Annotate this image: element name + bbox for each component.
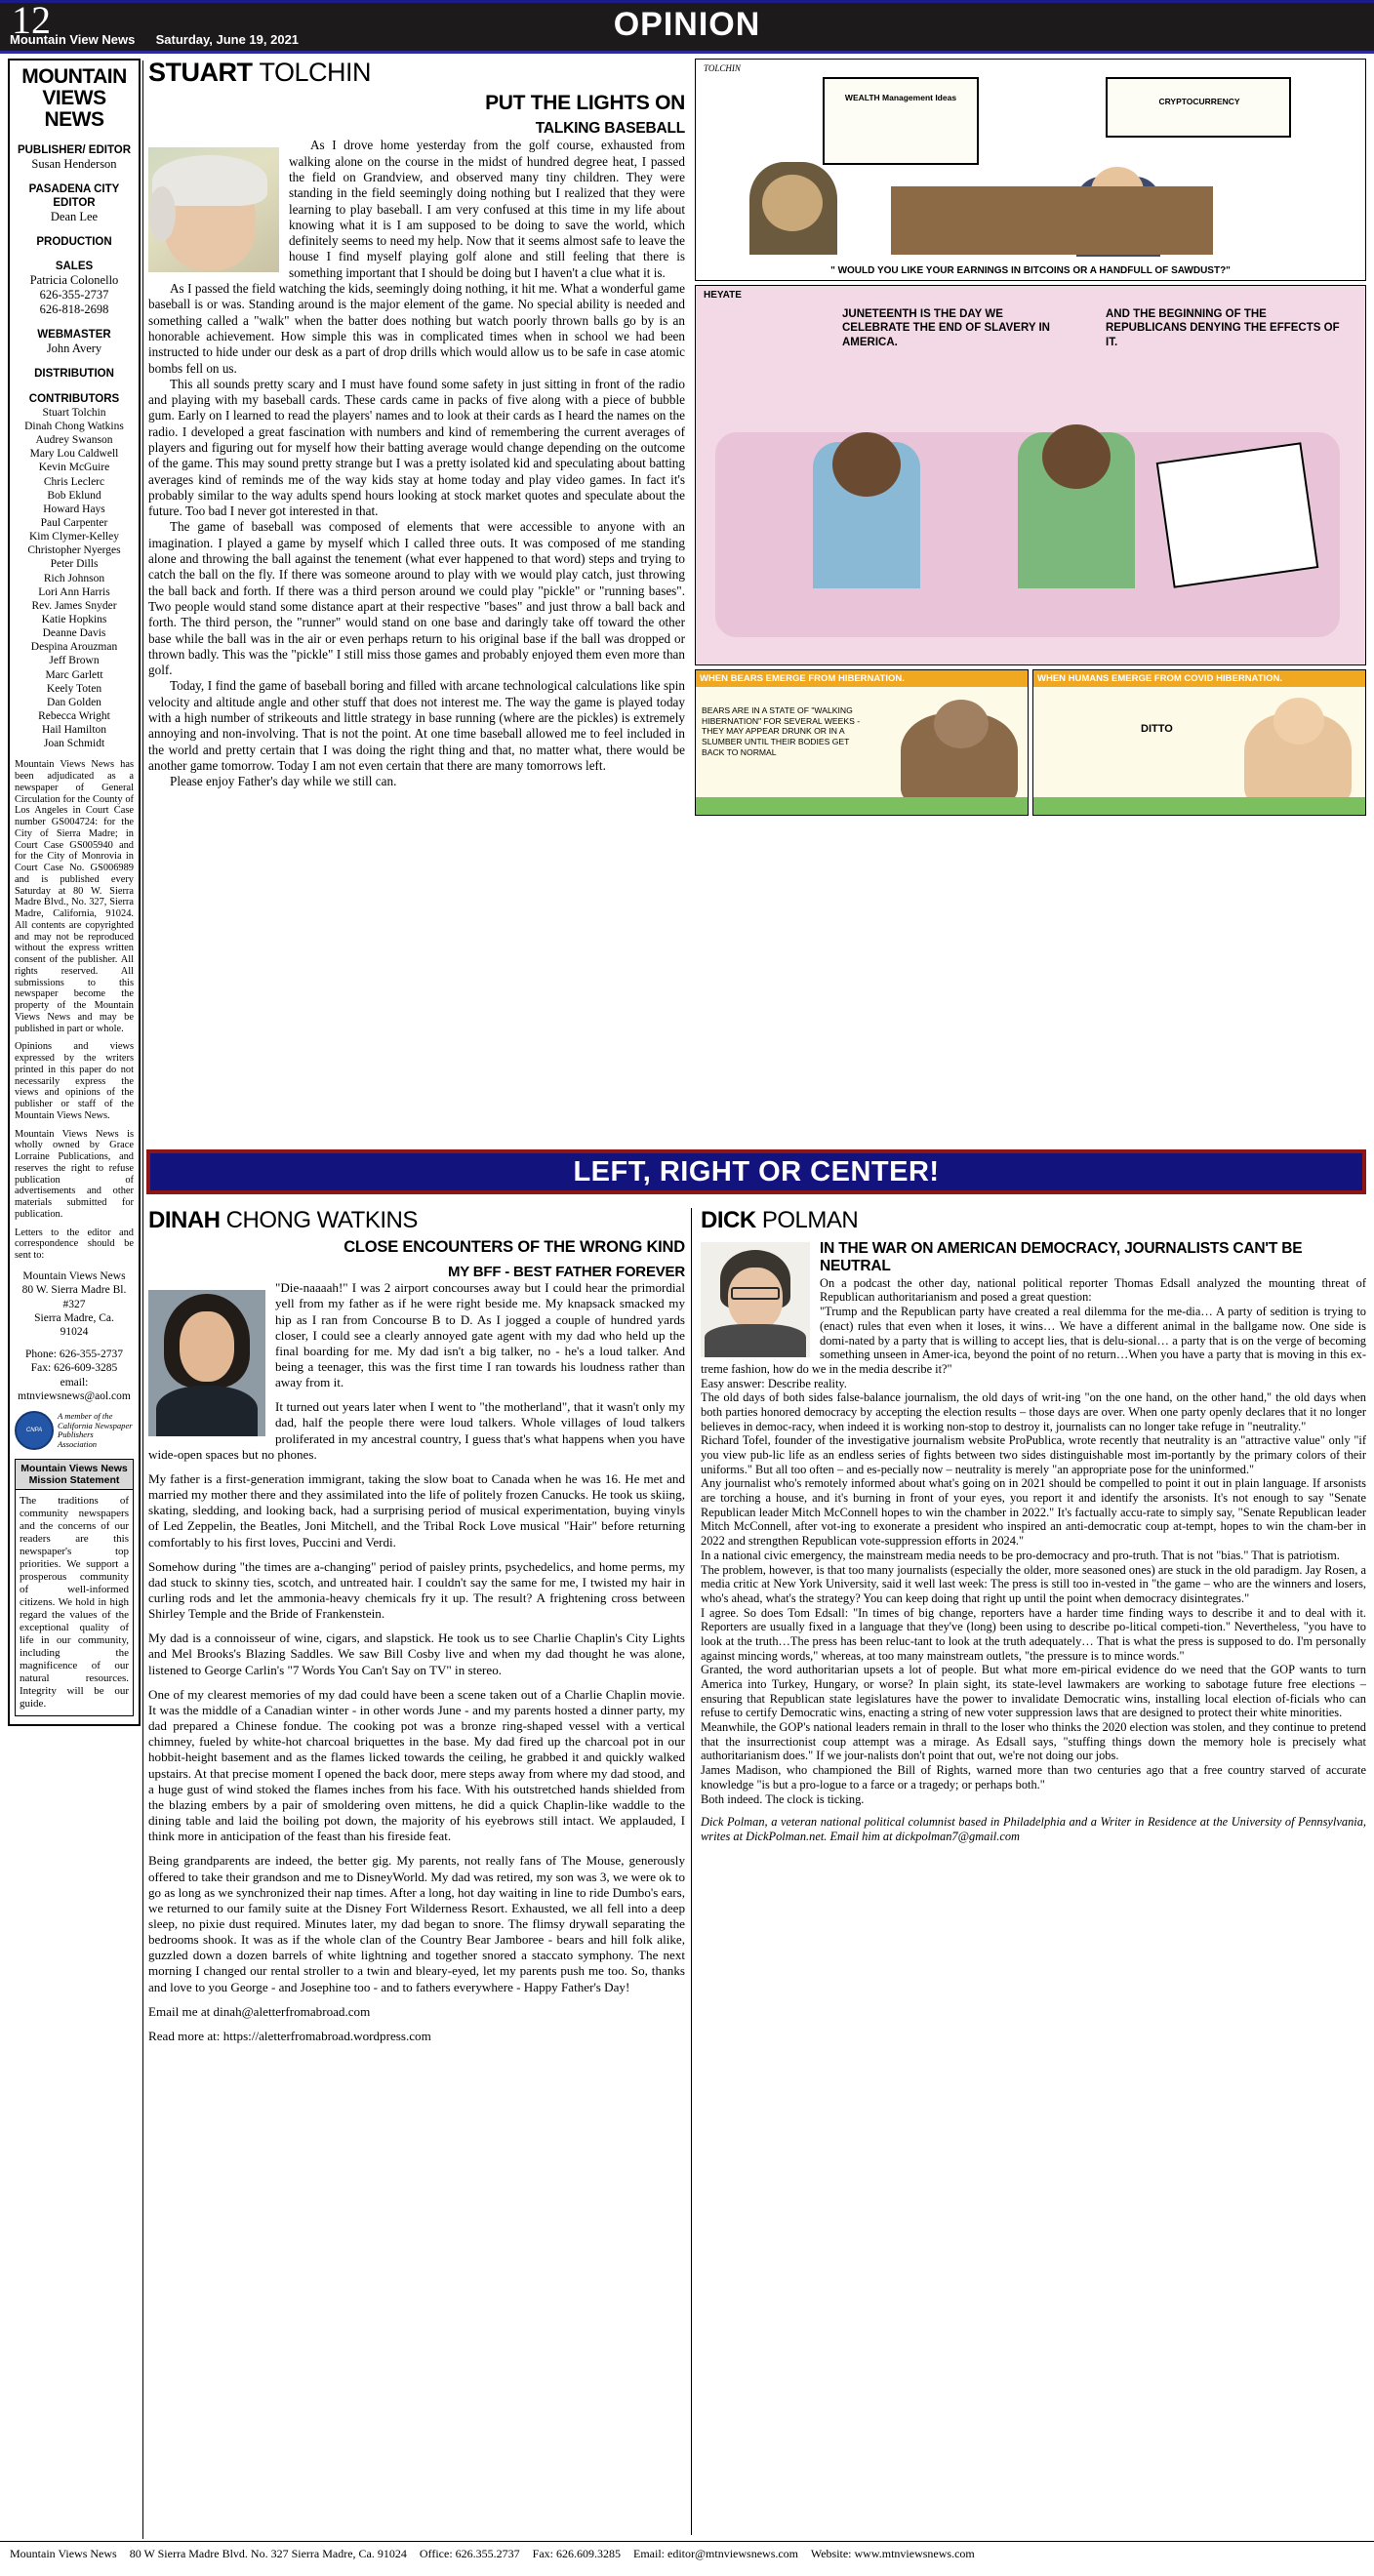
dinah-byline-first: DINAH [148,1207,221,1233]
footer-email: Email: editor@mtnviewsnews.com [633,2547,799,2560]
contributor-name: Katie Hopkins [41,614,107,625]
tolchin-portrait [148,147,279,272]
tolchin-paragraph: Please enjoy Father's day while we still can. [170,774,397,789]
tolchin-paragraph: The game of baseball was composed of elements that were accessible to anyone with an imagination. I played a game by myself which I called three outs. It was composed of me standing alone and throwing the ball against the tenement (what ever happened to that word) steps and trying to catch the ball on the fly. If there was someone around to play with we would play catch, just throwing the ball back and forth. If there was a third person around we could play "pickle" or "running bases". Two people would stand some distance apart at their respective "bases" and just throw a ball back and forth. The third person, the "runner" would stand on one base and daringly take off toward the other base while the ball was in the air or even perhaps return to his original base if the ball was dropped or thrown badly. This was the "pickle" I still miss those games and probably enjoyed them even more than golf. [148,519,685,678]
masthead-title: MOUNTAIN VIEWS NEWS [21,65,127,132]
role-pasadena-editor-name: Dean Lee [50,209,99,223]
dick-paragraph: James Madison, who championed the Bill of Rights, warned more than two centuries ago that a free country starved of accurate knowledge "is but a pro-logue to a farce or a tragedy; or perhaps both." [701,1763,1366,1791]
tolchin-paragraph: Today, I find the game of baseball boring and filled with arcane technological calculations like spin velocity and altitude angle and other stuff that does not interest me. The way the game is played today with a high number of strikeouts and little strategy in base running (where are the pickles) is extremely annoying and non-involving. That is not the point. At one time baseball allowed me to feel included in the world and pretty certain that I was doing the right thing and that, no matter what, there would be another game tomorrow. Today I am not even certain that there are many tomorrows left. [148,678,685,773]
dick-paragraph: On a podcast the other day, national political reporter Thomas Edsall analyzed the mounting threat of Republican authoritarianism and posed a great question: [820,1275,1366,1305]
role-sales-phone2: 626-818-2698 [39,302,109,317]
cartoon-bitcoin-signature: TOLCHIN [704,63,741,73]
dinah-paragraph: Read more at: https://aletterfromabroad.wordpress.com [148,2028,431,2043]
dinah-paragraph: It turned out years later when I went to "the motherland", that it wasn't only my dad, half the people there were loud talkers. Whole villages of loud talkers proliferated in my ancestral country, I guess that's what happens when you have wide-open spaces but no phones. [148,1399,685,1462]
masthead-box [8,59,141,1726]
role-distribution: DISTRIBUTION [34,368,114,381]
contributor-name: Kevin McGuire [38,462,110,474]
footer-rule [0,2541,1374,2542]
contact-block [15,1348,134,1404]
legal-paragraph: Mountain Views News has been adjudicated as a newspaper of General Circulation for the County of Los Angeles in Court Case number GS004724: for the City of Sierra Madre; in Court Case GS005940 and for the City of Monrovia in Court Case No. GS006989 and is published every Saturday at 80 W. Sierra Madre Blvd., No. 327, Sierra Madre, California, 91024. All contents are copyrighted and may not be reproduced without the express written consent of the publisher. All rights reserved. All submissions to this newspaper become the property of the Mountain Views News and may be published in part or whole. [15,759,134,1034]
footer-name: Mountain Views News [10,2547,117,2560]
cartoon-bitcoin [695,59,1366,281]
contact-line: email: [60,1376,89,1389]
tolchin-byline [148,59,685,86]
cartoon-bitcoin-label-1: WEALTH Management Ideas [844,93,957,102]
legal-notice [15,759,134,1262]
contributor-name: Dinah Chong Watkins [24,421,124,433]
page-number: 12 [12,0,51,42]
mission-heading: Mountain Views News Mission Statement [15,1459,134,1490]
contributor-name: Lori Ann Harris [38,585,110,598]
contributor-name: Dan Golden [47,696,101,708]
cartoon-bitcoin-label-2: CRYPTOCURRENCY [1158,97,1240,106]
page-footer [0,2547,1374,2561]
dinah-headline-1: CLOSE ENCOUNTERS OF THE WRONG KIND [344,1238,685,1257]
header-paper-line [10,32,299,47]
legal-paragraph: Mountain Views News is wholly owned by Grace Lorraine Publications, and reserves the right to refuse publication of advertisements and other materials submitted for publication. [15,1128,134,1220]
address-line: Sierra Madre, Ca. [34,1312,114,1325]
dick-paragraph: "Trump and the Republican party have created a real dilemma for the me-dia… A party of sedition is trying to (enact) rules that even when it loses, it wins… We have a different animal in the ballgame now. One side is domi-nated by a party that is willing to accept lies, that is delu-sional… a party that is on the verge of becoming something unseen in Amer-ica, beyond the point of no return…When you have a party that is moving in this ex-treme fashion, how do we in the media describe it?" [701,1305,1366,1376]
tolchin-headline-2: TALKING BASEBALL [535,120,685,138]
cartoon-area [695,59,1366,816]
contributor-name: Paul Carpenter [40,517,108,530]
contributor-name: Keely Toten [46,682,102,695]
cartoon-humans-body: DITTO [1141,723,1173,735]
contact-line: mtnviewsnews@aol.com [18,1389,131,1402]
header-blue-rule [0,51,1374,54]
tolchin-byline-first: STUART [148,58,253,87]
banner-label: LEFT, RIGHT OR CENTER! [573,1155,940,1187]
role-webmaster: WEBMASTER [37,329,111,342]
legal-paragraph: Letters to the editor and correspondence should be sent to: [15,1227,134,1262]
dick-paragraph: I agree. So does Tom Edsall: "In times of big change, reporters have a harder time finding ways to describe it and to deal with it. Reporters are usually fixed in a language that they've (long) been using to describe po-litical competi-tion." Nevertheless, "you have to look at the truth…The press has been reluc-tant to look at the truth adequately… That is what the press is supposed to do. I'm personally against mincing words," whereas, at too many mainstream outlets, "the pressure is to mince words." [701,1605,1366,1663]
cartoon-bears-title: WHEN BEARS EMERGE FROM HIBERNATION. [696,670,1028,687]
masthead-sidebar [8,59,141,1726]
dinah-paragraph: "Die-naaaah!" I was 2 airport concourses away but I could hear the primordial yell from my father as if he were right beside me. My knapsack smacked my hip as I ran from Concourse B to D. As I jogged a couple of hundred yards closer, I could see a clearly annoyed gate agent with my dad who held up the final boarding for me. My dad isn't a big talker, no - he's a loud talker. And being a teenager, this was the first time I ran towards his loudness rather than away from it. [275,1280,685,1390]
contributor-name: Chris Leclerc [43,475,105,488]
contributor-name: Mary Lou Caldwell [29,448,119,461]
cartoon-bitcoin-caption: " WOULD YOU LIKE YOUR EARNINGS IN BITCOINS OR A HANDFULL OF SAWDUST?" [830,265,1231,276]
dinah-paragraph: Somehow during "the times are a-changing" period of paisley prints, psychedelics, and home perms, my dad stuck to skinny ties, scotch, and untreated hair. I couldn't say the same for me, I twisted my hair in curling rods and let the ammonia-heavy chemicals fry it up. The result? A frightening cross between Shirley Temple and the Bride of Frankenstein. [148,1558,685,1622]
contributor-name: Peter Dills [50,558,99,571]
article-dick [701,1208,1366,1844]
dick-paragraph: Easy answer: Describe reality. [701,1376,847,1390]
role-publisher-name: Susan Henderson [31,157,117,172]
dinah-paragraph: My father is a first-generation immigrant, taking the slow boat to Canada when he was 16. He met and married my mother there and they assimilated into the life of politely frozen Canucks. He took us skiing, skating, sledding, and looking back, had a surprising period of musical experimentation, buying vinyls of Led Zeppelin, the Beatles, Joni Mitchell, and the Tribal Rock Love musical "Hair" before returning comfortably to his first loves, Puccini and Verdi. [148,1470,685,1550]
role-sales-name: Patricia Colonello [29,273,119,288]
contributor-name: Marc Garlett [45,668,103,681]
header-paper-name: Mountain View News [10,32,136,47]
cartoon-juneteenth-signature: HEYATE [704,290,742,301]
role-contributors: CONTRIBUTORS [28,392,120,405]
contributor-name: Bob Eklund [47,489,101,502]
section-banner-left-right-center [146,1149,1366,1194]
role-sales: SALES [55,261,94,273]
cartoon-bears-body: BEARS ARE IN A STATE OF "WALKING HIBERNATION" FOR SEVERAL WEEKS - THEY MAY APPEAR DRUNK OR IN A SLUMBER UNTIL THEIR BODIES GET BACK TO NORMAL [702,705,861,757]
contributor-list [15,406,134,751]
contributor-name: Jeff Brown [49,655,100,667]
mission-body: The traditions of community newspapers and the concerns of our readers are this newspaper's top priorities. We support a prosperous community of well-informed citizens. We hold in high regard the values of the exceptional quality of life in our community, including the magnificence of our natural resources. Integrity will be our guide. [15,1490,134,1715]
contributor-name: Rev. James Snyder [31,599,117,612]
cnpa-seal-icon: CNPA [15,1411,54,1450]
contributor-name: Kim Clymer-Kelley [28,531,120,543]
role-production: PRODUCTION [36,235,112,248]
contributor-name: Stuart Tolchin [42,406,106,419]
dick-paragraph: The problem, however, is that too many journalists (especially the older, more seasoned ones) are stuck in the old paradigm. Jay Rosen, a media critic at New York University, said it well last week: The press is still too in-vested in "the game – who are the winners and losers, who's ahead, what's the strategy? You can keep doing that right up until the point when democracy disintegrates." [701,1562,1366,1605]
cartoon-juneteenth [695,285,1366,665]
dinah-paragraph: My dad is a connoisseur of wine, cigars, and slapstick. He took us to see Charlie Chaplin's City Lights and Mel Brooks's Blazing Saddles. We saw Bill Cosby live and when my dad thought he was alone, listened to George Carlin's "7 Words You Can't Say on TV" in stereo. [148,1630,685,1677]
tolchin-headline-1: PUT THE LIGHTS ON [485,92,685,115]
role-webmaster-name: John Avery [46,342,102,356]
contributor-name: Deanne Davis [42,627,106,640]
dick-paragraph: In a national civic emergency, the mainstream media needs to be pro-democracy and pro-truth. That is not "bias." That is patriotism. [701,1548,1340,1562]
contributor-name: Rich Johnson [43,572,105,584]
dick-paragraph: Any journalist who's remotely informed about what's going on in 2021 should be compelled to point it out in plain language. If arsonists are torching a house, and it's burning in front of your eyes, you report it and identify the arsonists. It's not enough to say "Senate Republican leader Mitch McConnell hopes to win the chamber in 2022." It's factually accu-rate to simply say, "Senate Republican leader Mitch McConnell, after vot-ing to exonerate a president who inspired an anti-democratic coup at-tempt, hopes to win the cham-ber in 2022 and strengthen Republican vote-suppression efforts in 2024." [701,1476,1366,1549]
dick-byline-last: POLMAN [761,1207,859,1233]
footer-fax: Fax: 626.609.3285 [532,2547,621,2560]
footer-office: Office: 626.355.2737 [419,2547,520,2560]
dinah-byline-last: CHONG WATKINS [225,1207,418,1233]
tolchin-byline-last: TOLCHIN [259,58,372,87]
dick-byline-first: DICK [701,1207,756,1233]
rule-sidebar-main [142,60,143,2539]
dick-paragraph: Both indeed. The clock is ticking. [701,1791,865,1806]
address-line: Mountain Views News [22,1269,126,1282]
tolchin-paragraph: As I drove home yesterday from the golf course, exhausted from walking alone on the course in the midst of hundred degree heat, I passed the field on Grandview, and observed many tiny children. They were standing in the field seemingly doing nothing but I realized that they were learning to play baseball. I am very confused at this time in my life about knowing what it is I am supposed to be doing to save the world, which definitely seems to need my help. Now that it seems almost safe to leave the house I find myself playing golf alone and still feeling that there is something important that I should be doing but I haven't a clue what it is. [289,138,685,280]
contact-line: Phone: 626-355-2737 [25,1348,123,1360]
role-publisher: PUBLISHER/ EDITOR [17,144,132,157]
header-date: Saturday, June 19, 2021 [155,32,300,47]
dick-paragraph: The old days of both sides false-balance journalism, the old days of writ-ing "on the one hand, on the other hand," the old days when both parties honored democracy by accepting the election results – those days are over. When one party openly declares that it no longer believes in democ-racy, when indeed it is working non-stop to destroy it, journalists can no longer take refuge in "neutrality." [701,1390,1366,1433]
cartoon-hibernation-humans [1032,669,1366,816]
role-pasadena-editor: PASADENA CITY EDITOR [28,183,120,209]
footer-address: 80 W Sierra Madre Blvd. No. 327 Sierra Madre, Ca. 91024 [129,2547,407,2560]
role-sales-phone1: 626-355-2737 [39,288,109,302]
dick-headline: IN THE WAR ON AMERICAN DEMOCRACY, JOURNALISTS CAN'T BE NEUTRAL [820,1240,1303,1275]
dinah-headline-2: MY BFF - BEST FATHER FOREVER [447,1264,685,1281]
address-line: 91024 [60,1326,89,1339]
article-tolchin [148,59,685,790]
dick-byline [701,1208,1366,1232]
cartoon-juneteenth-panel-1: JUNETEENTH IS THE DAY WE CELEBRATE THE END OF SLAVERY IN AMERICA. [842,308,1050,348]
dinah-byline [148,1208,685,1232]
letters-address [15,1269,134,1340]
contributor-name: Audrey Swanson [35,434,113,447]
article-dinah [148,1208,685,2053]
cartoon-humans-title: WHEN HUMANS EMERGE FROM COVID HIBERNATION. [1033,670,1365,687]
tolchin-paragraph: This all sounds pretty scary and I must have found some safety in just sitting in front of the radio and playing with my baseball cards. These cards came in packs of five along with a piece of bubble gum. Early on I learned to read the players' names and to look at their cards as I heard the names on the radio. I developed a great fascination with numbers and kind of remembering the current averages of players and figuring out for myself how their batting average would change depending on the outcome of the game. This may sound pretty strange but I was a pretty isolated kid and speculating about batting averages kind of reminds me of the way kids stay at home today and play video games. In fact it's probably similar to the way adults spend hours looking at stock market quotes and speculate about the future. Too bad I never got interested in that. [148,376,685,519]
cnpa-membership [15,1411,134,1450]
dinah-portrait [148,1290,265,1436]
cnpa-text: A member of the California Newspaper Publishers Association [58,1411,133,1449]
dinah-paragraph: Being grandparents are indeed, the better gig. My parents, not really fans of The Mouse, generously offered to take their grandson and me to DisneyWorld. My dad was retired, my son was 3, we were ok to go as long as we synchronized their nap times. After a long, hot day waiting in line to ride Dumbo's ears, we returned to our family suite at the Disney Fort Wilderness Resort. Exhausted, we all fell into a deep sleep, no pixie dust required. Minutes later, my dad began to snore. The flimsy drywall separating the bedrooms shook. It was as if the whole clan of the Country Bear Jamboree - bears and hill folk alike, guzzled down a dozen barrels of white lightning and together snored a staccato symphony. The next morning I changed our rental stroller to a twin and bleary-eyed, let my parents push me too. So, thanks and love to you George - and Josephine too - and to fathers everywhere - Happy Father's Day! [148,1853,685,1994]
footer-website: Website: www.mtnviewsnews.com [810,2547,975,2560]
address-line: 80 W. Sierra Madre Bl. [21,1284,127,1297]
dinah-paragraph: Email me at dinah@aletterfromabroad.com [148,2003,371,2019]
dinah-paragraph: One of my clearest memories of my dad could have been a scene taken out of a Charlie Chaplin movie. It was the middle of a Canadian winter - in other words June - and my parents hosted a dinner party, my dad prepared a Chinese fondue. The cooking pot was a bronze ring-shaped vessel with a vertical chimney, fueled by white-hot charcoal briquettes in the base. My dad fired up the charcoal pot in our hobbit-height basement and as the flames licked towards the ceiling, he grabbed it and quickly walked upstairs. At that precise moment I opened the back door, mere steps away from where my dad stood, and a huge gust of wind stoked the flames inches from his face. With his outstretched hands shielded from the blazing embers by a pair of smoldering oven mittens, he did a quick Chaplin-like waddle to the dining table and laid the boiling pot down, the majority of his eyebrows still intact. We applauded, I think more in anticipation of the feast than his fireside feat. [148,1686,685,1844]
contributor-name: Despina Arouzman [30,641,118,654]
contributor-name: Joan Schmidt [43,738,105,750]
dick-paragraph: Granted, the word authoritarian upsets a lot of people. But what more em-pirical evidence do we need that the GOP wants to turn America into Turkey, Hungary, or worse? In plain sight, its state-level lawmakers are working to sabotage future free elections – ensuring that Republican state legislatures have the power to invalidate Democratic wins, installing local election of-ficials who can refuse to certify Democratic wins, enacting a string of new voter suppression laws that are designed to protect their white minorities. [701,1663,1366,1720]
dick-bio: Dick Polman, a veteran national political columnist based in Philadelphia and a Writer in Residence at the University of Pennsylvania, writes at DickPolman.net. Email him at dickpolman7@gmail.com [701,1815,1366,1843]
dick-portrait [701,1242,810,1357]
contributor-name: Rebecca Wright [38,709,110,722]
tolchin-paragraph: As I passed the field watching the kids, seemingly doing nothing, it hit me. What a wonderful game baseball is or was. Standing around is the major element of the game. No special ability is needed and something called a "walk" when the batter does nothing but watch poorly thrown balls go by is an honorable achievement. How simple this was in complicated times when in school we had been instructed to hide under our desk as a part of drop drills which would allow us to be safe in case atomic bombs fell on us. [148,281,685,376]
contributor-name: Christopher Nyerges [27,544,121,557]
contributor-name: Hail Hamilton [41,724,107,737]
contact-line: Fax: 626-609-3285 [30,1362,118,1375]
cartoon-hibernation-pair [695,669,1366,816]
legal-paragraph: Opinions and views expressed by the writers printed in this paper do not necessarily express the views and opinions of the publisher or staff of the Mountain Views News. [15,1041,134,1121]
dick-paragraph: Meanwhile, the GOP's national leaders remain in thrall to the loser who thinks the 2020 election was stolen, and they continue to pretend that the insurrectionist coup attempt was a mirage. As Edsall says, "stuffing things down the memory hole is precisely what authoritarianism does." If we jour-nalists don't point that out, we're not doing our jobs. [701,1720,1366,1763]
cartoon-juneteenth-panel-2: AND THE BEGINNING OF THE REPUBLICANS DENYING THE EFFECTS OF IT. [1106,308,1340,348]
contributor-name: Howard Hays [43,503,105,515]
address-line: #327 [62,1298,86,1310]
rule-dinah-dick [691,1208,692,2535]
section-title: OPINION [613,6,761,43]
cartoon-hibernation-bears [695,669,1029,816]
dick-paragraph: Richard Tofel, founder of the investigative journalism website ProPublica, wrote recently that neutrality is an "attractive value" only "if you view pub-lic life as an endless series of fights between two sides distinguishable most im-portantly by the primary colors of their uniforms." But all too often – and es-pecially now – neutrality is merely "an appropriate pose for the uninformed." [701,1433,1366,1476]
